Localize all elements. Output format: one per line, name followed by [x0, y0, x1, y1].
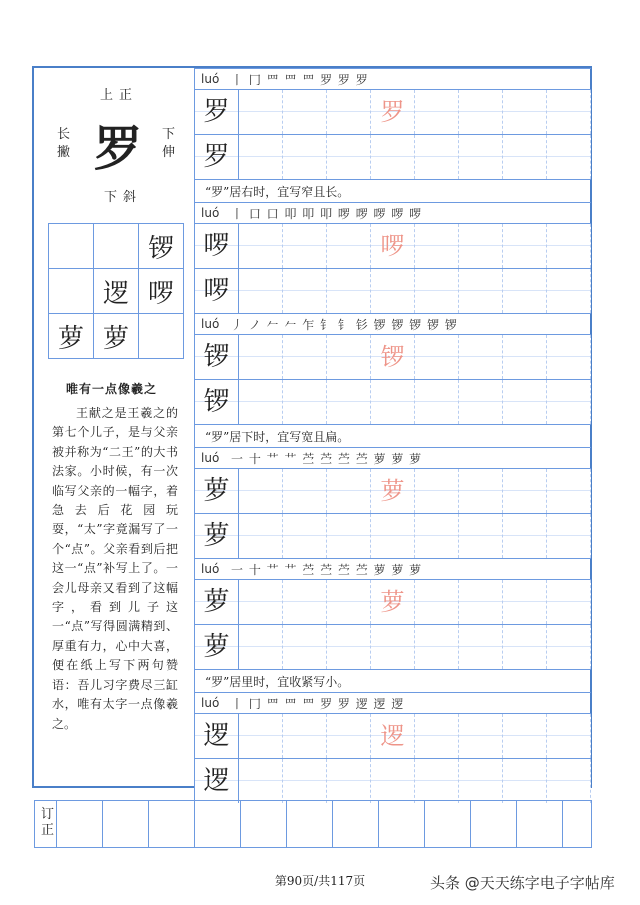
write-cell[interactable] — [327, 135, 371, 179]
write-cell[interactable] — [415, 224, 459, 268]
grid-cell — [49, 269, 94, 314]
pinyin-row — [195, 68, 591, 89]
model-char: 罗 — [195, 135, 239, 179]
write-cell[interactable] — [547, 514, 591, 558]
grid-cell: 萝 — [49, 314, 94, 359]
write-cell[interactable] — [503, 759, 547, 803]
pinyin-row — [195, 558, 591, 579]
correction-cell[interactable] — [103, 801, 149, 847]
write-cell[interactable] — [547, 625, 591, 669]
pinyin: luó — [201, 72, 220, 86]
correction-cell[interactable] — [57, 801, 103, 847]
stroke-order: 丿 ノ 𠂉 𠂉 乍 钅 钅 钐 锣 锣 锣 锣 锣 — [231, 317, 458, 332]
write-cell[interactable] — [503, 625, 547, 669]
write-cell[interactable] — [503, 514, 547, 558]
model-char: 罗 — [195, 90, 239, 134]
practice-row — [195, 758, 591, 803]
write-cell[interactable] — [327, 380, 371, 424]
write-cell[interactable] — [415, 714, 459, 758]
grid-cell — [139, 314, 184, 359]
write-cell[interactable] — [283, 714, 327, 758]
correction-cell[interactable] — [149, 801, 195, 847]
pinyin: luó — [201, 206, 220, 220]
write-cell[interactable] — [371, 759, 415, 803]
write-cell[interactable] — [371, 269, 415, 313]
write-cell[interactable] — [547, 269, 591, 313]
write-cell[interactable] — [327, 759, 371, 803]
trace-char[interactable]: 逻 — [371, 714, 415, 758]
write-cell[interactable] — [283, 335, 327, 379]
stroke-order: 丨 冂 罒 罒 罒 罗 罗 逻 逻 逻 — [231, 696, 405, 711]
correction-cell[interactable] — [287, 801, 333, 847]
write-cell[interactable] — [503, 224, 547, 268]
write-cell[interactable] — [547, 380, 591, 424]
write-cell[interactable] — [547, 469, 591, 513]
write-cell[interactable] — [327, 335, 371, 379]
model-char: 萝 — [195, 469, 239, 513]
write-cell[interactable] — [283, 269, 327, 313]
story-title: 唯有一点像羲之 — [66, 382, 158, 396]
write-cell[interactable] — [239, 269, 283, 313]
grid-cell: 锣 — [139, 224, 184, 269]
write-cell[interactable] — [239, 135, 283, 179]
tip-note: “罗”居里时，宜收紧写小。 — [195, 669, 591, 692]
model-char: 啰 — [195, 224, 239, 268]
practice-row — [195, 379, 591, 424]
grid-cell — [49, 224, 94, 269]
write-cell[interactable] — [547, 90, 591, 134]
correction-label: 订 正 — [35, 801, 57, 847]
write-cell[interactable] — [327, 714, 371, 758]
model-char: 逻 — [195, 714, 239, 758]
pinyin: luó — [201, 696, 220, 710]
page-number: 第90页/共117页 — [274, 874, 366, 888]
write-cell[interactable] — [503, 90, 547, 134]
write-cell[interactable] — [415, 759, 459, 803]
practice-row — [195, 223, 591, 268]
write-cell[interactable] — [459, 714, 503, 758]
write-cell[interactable] — [327, 580, 371, 624]
word-grid — [48, 223, 184, 359]
right-label: 下 伸 — [162, 127, 176, 160]
write-cell[interactable] — [283, 625, 327, 669]
practice-row — [195, 579, 591, 624]
practice-row — [195, 268, 591, 313]
stroke-order: 丨 冂 罒 罒 罒 罗 罗 罗 — [231, 72, 369, 87]
write-cell[interactable] — [283, 380, 327, 424]
write-cell[interactable] — [503, 469, 547, 513]
write-cell[interactable] — [327, 625, 371, 669]
write-cell[interactable] — [239, 90, 283, 134]
tip-note: “罗”居下时，宜写宽且扁。 — [195, 424, 591, 447]
correction-cell[interactable] — [241, 801, 287, 847]
write-cell[interactable] — [459, 224, 503, 268]
write-cell[interactable] — [371, 625, 415, 669]
write-cell[interactable] — [459, 759, 503, 803]
pinyin: luó — [201, 317, 220, 331]
write-cell[interactable] — [547, 224, 591, 268]
write-cell[interactable] — [547, 335, 591, 379]
pinyin: luó — [201, 562, 220, 576]
write-cell[interactable] — [415, 269, 459, 313]
trace-char[interactable]: 萝 — [371, 580, 415, 624]
write-cell[interactable] — [415, 135, 459, 179]
write-cell[interactable] — [239, 625, 283, 669]
practice-area — [194, 68, 591, 803]
story-text: 王献之是王羲之的第七个儿子，是与父亲被并称为“二王”的大书法家。小时候，有一次临写父亲的一幅字，着急去后花园玩耍，“太”字竟漏写了一个“点”。父亲看到后把这一“点”补写上了。一会儿母亲又看到了这幅字，看到儿子这一“点”写得圆满精到、厚重有力，心中大喜，便在纸上写下两句赞语：吾儿习字费尽三缸水，唯有太字一点像羲之。 — [52, 406, 178, 731]
write-cell[interactable] — [503, 580, 547, 624]
write-cell[interactable] — [327, 469, 371, 513]
tip-note: “罗”居右时，宜写窄且长。 — [195, 179, 591, 202]
model-char: 锣 — [195, 335, 239, 379]
write-cell[interactable] — [547, 580, 591, 624]
write-cell[interactable] — [239, 759, 283, 803]
trace-char[interactable]: 啰 — [371, 224, 415, 268]
write-cell[interactable] — [371, 135, 415, 179]
stroke-order: 丨 口 口 叩 叩 叩 啰 啰 啰 啰 啰 — [231, 206, 423, 221]
correction-row — [34, 800, 592, 848]
model-char: 锣 — [195, 380, 239, 424]
correction-cell[interactable] — [425, 801, 471, 847]
write-cell[interactable] — [239, 714, 283, 758]
grid-cell — [94, 224, 139, 269]
grid-cell: 萝 — [94, 314, 139, 359]
write-cell[interactable] — [371, 380, 415, 424]
write-cell[interactable] — [503, 135, 547, 179]
grid-cell: 逻 — [94, 269, 139, 314]
write-cell[interactable] — [327, 90, 371, 134]
write-cell[interactable] — [327, 514, 371, 558]
write-cell[interactable] — [459, 269, 503, 313]
write-cell[interactable] — [239, 469, 283, 513]
pinyin-row — [195, 692, 591, 713]
write-cell[interactable] — [239, 514, 283, 558]
write-cell[interactable] — [371, 514, 415, 558]
model-char: 萝 — [195, 580, 239, 624]
trace-char[interactable]: 锣 — [371, 335, 415, 379]
write-cell[interactable] — [327, 224, 371, 268]
write-cell[interactable] — [283, 224, 327, 268]
write-cell[interactable] — [459, 90, 503, 134]
write-cell[interactable] — [239, 380, 283, 424]
model-char: 逻 — [195, 759, 239, 803]
grid-cell: 啰 — [139, 269, 184, 314]
trace-char[interactable]: 罗 — [371, 90, 415, 134]
write-cell[interactable] — [239, 580, 283, 624]
write-cell[interactable] — [459, 469, 503, 513]
top-label: 上正 — [100, 88, 139, 103]
write-cell[interactable] — [503, 269, 547, 313]
write-cell[interactable] — [239, 224, 283, 268]
write-cell[interactable] — [283, 135, 327, 179]
pinyin-row — [195, 447, 591, 468]
model-char: 啰 — [195, 269, 239, 313]
write-cell[interactable] — [503, 714, 547, 758]
write-cell[interactable] — [547, 759, 591, 803]
left-label: 长 撇 — [57, 127, 71, 160]
write-cell[interactable] — [283, 759, 327, 803]
write-cell[interactable] — [459, 335, 503, 379]
practice-row — [195, 713, 591, 758]
write-cell[interactable] — [547, 135, 591, 179]
write-cell[interactable] — [283, 90, 327, 134]
correction-cell[interactable] — [517, 801, 563, 847]
correction-cell[interactable] — [333, 801, 379, 847]
write-cell[interactable] — [459, 135, 503, 179]
write-cell[interactable] — [415, 514, 459, 558]
write-cell[interactable] — [283, 469, 327, 513]
write-cell[interactable] — [547, 714, 591, 758]
practice-row — [195, 89, 591, 134]
write-cell[interactable] — [503, 380, 547, 424]
correction-cell[interactable] — [471, 801, 517, 847]
pinyin-row — [195, 313, 591, 334]
practice-row — [195, 624, 591, 669]
write-cell[interactable] — [415, 335, 459, 379]
write-cell[interactable] — [459, 514, 503, 558]
practice-row — [195, 513, 591, 558]
write-cell[interactable] — [415, 469, 459, 513]
write-cell[interactable] — [283, 514, 327, 558]
practice-row — [195, 134, 591, 179]
pinyin: luó — [201, 451, 220, 465]
correction-cell[interactable] — [195, 801, 241, 847]
write-cell[interactable] — [415, 380, 459, 424]
write-cell[interactable] — [239, 335, 283, 379]
model-char: 萝 — [195, 625, 239, 669]
write-cell[interactable] — [503, 335, 547, 379]
main-character: 罗 — [94, 121, 143, 177]
bottom-label: 下斜 — [104, 190, 143, 205]
write-cell[interactable] — [459, 580, 503, 624]
pinyin-row — [195, 202, 591, 223]
write-cell[interactable] — [415, 90, 459, 134]
write-cell[interactable] — [459, 380, 503, 424]
stroke-order: 一 十 艹 艹 苎 苎 苎 苎 萝 萝 萝 — [231, 562, 423, 577]
watermark: 头条 @天天练字电子字帖库 — [430, 874, 615, 892]
write-cell[interactable] — [415, 625, 459, 669]
practice-row — [195, 334, 591, 379]
write-cell[interactable] — [415, 580, 459, 624]
write-cell[interactable] — [459, 625, 503, 669]
write-cell[interactable] — [327, 269, 371, 313]
trace-char[interactable]: 萝 — [371, 469, 415, 513]
correction-cell[interactable] — [379, 801, 425, 847]
write-cell[interactable] — [283, 580, 327, 624]
model-char: 萝 — [195, 514, 239, 558]
stroke-order: 一 十 艹 艹 苎 苎 苎 苎 萝 萝 萝 — [231, 451, 423, 466]
practice-row — [195, 468, 591, 513]
